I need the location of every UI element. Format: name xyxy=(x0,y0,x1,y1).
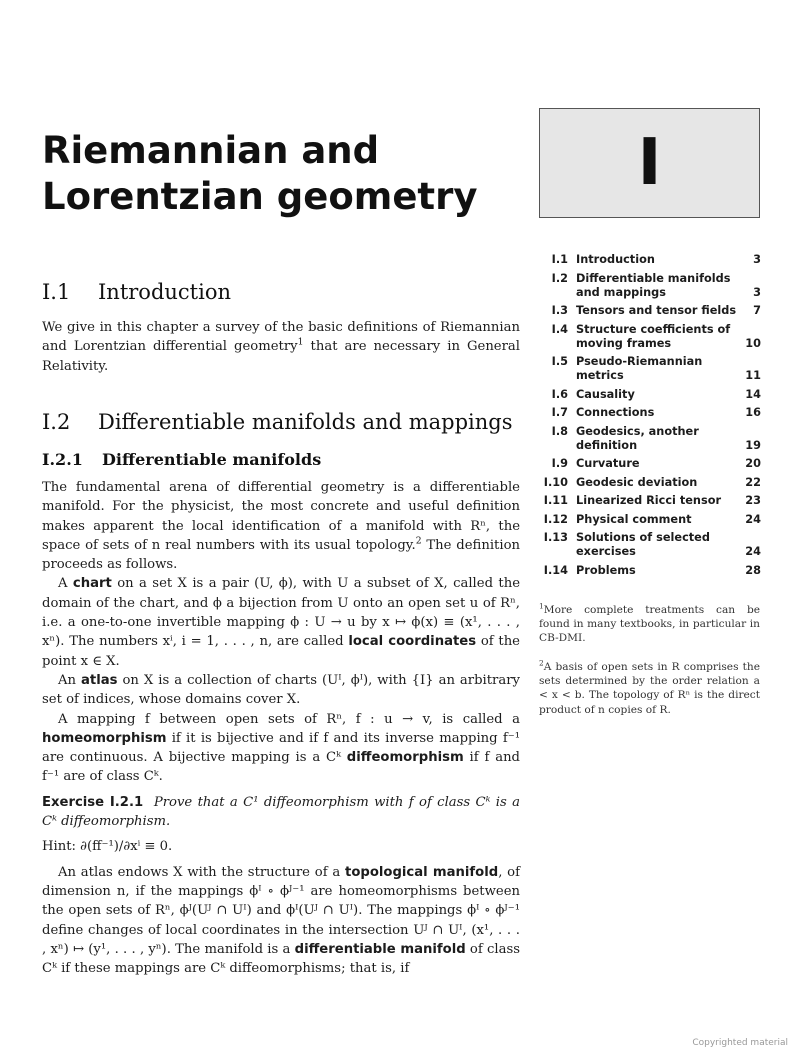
toc-title: Introduction xyxy=(576,253,655,266)
text: on X is a collection of charts (Uᴵ, ϕᴵ), with {I} an arbitrary set of indices, whose domains cover X. xyxy=(42,672,520,708)
footnote-ref[interactable]: 1 xyxy=(297,336,304,348)
toc-page: 3 xyxy=(753,285,761,299)
text: A xyxy=(58,576,73,592)
toc-title: Structure coefficients of moving frames xyxy=(576,322,731,350)
toc-page: 19 xyxy=(745,438,761,452)
toc-num: I.8 xyxy=(551,424,568,438)
paragraph xyxy=(42,478,520,574)
toc-entry[interactable] xyxy=(539,355,761,383)
toc-num: I.9 xyxy=(551,457,568,470)
toc-entry[interactable] xyxy=(539,476,761,490)
term-differentiable-manifold: differentiable manifold xyxy=(294,941,466,957)
chapter-number: I xyxy=(637,126,662,200)
term-topological-manifold: topological manifold xyxy=(345,864,499,880)
toc-entry[interactable] xyxy=(539,406,761,420)
copyright-watermark: Copyrighted material xyxy=(692,1038,788,1048)
toc-num: I.12 xyxy=(543,512,568,526)
toc-page: 10 xyxy=(745,336,761,350)
term-homeomorphism: homeomorphism xyxy=(42,730,167,746)
toc-entry[interactable] xyxy=(539,388,761,402)
toc-title: Problems xyxy=(576,563,636,577)
intro-text-end: that are necessary in General Relativity. xyxy=(42,339,520,374)
toc-title: Curvature xyxy=(576,457,640,470)
toc-page: 3 xyxy=(753,253,761,266)
toc-title: Geodesic deviation xyxy=(576,475,698,489)
exercise-label: Exercise I.2.1 xyxy=(42,794,144,810)
section-heading-introduction xyxy=(42,280,231,304)
text: , of dimension n, if the mappings ϕᴵ ∘ ϕᴶ⁻¹ are homeomorphisms between the open sets of Rⁿ, ϕᴶ(Uᴶ ∩ Uᴵ) and ϕᴵ(Uᴶ ∩ Uᴵ). The mappings ϕᴵ ∘ ϕᴶ⁻¹ define changes of local coordinates in the intersection Uᴶ ∩ Uᴵ, (x¹, . . . , xⁿ) ↦ (y¹, . . . , yⁿ). The manifold is a xyxy=(42,864,520,957)
text: The definition proceeds as follows. xyxy=(42,537,520,573)
toc-page: 16 xyxy=(745,406,761,419)
hint: Hint: ∂(ff⁻¹)/∂xⁱ ≡ 0. xyxy=(42,839,173,855)
body-text xyxy=(42,478,520,978)
paragraph xyxy=(42,574,520,670)
footnote-mark: 2 xyxy=(539,658,544,668)
paragraph xyxy=(42,710,520,787)
toc-title: Geodesics, another definition xyxy=(576,424,699,452)
intro-text: We give in this chapter a survey of the basic definitions of Riemannian and Lorentzian differential geometry xyxy=(42,320,520,355)
text: An xyxy=(58,672,82,688)
toc-title: Causality xyxy=(576,387,635,401)
toc-page: 11 xyxy=(745,369,761,382)
subsection-title: Differentiable manifolds xyxy=(102,450,322,469)
toc-page: 28 xyxy=(745,563,761,577)
toc-title: Solutions of selected exercises xyxy=(576,531,710,558)
toc-page: 14 xyxy=(745,387,761,401)
toc-page: 20 xyxy=(745,457,761,470)
text: on a set X is a pair (U, ϕ), with U a subset of X, called the domain of the chart, and ϕ a bijection from U onto an open set u of Rⁿ, i.e. a one-to-one invertible mapping ϕ : U → u by x ↦ ϕ(x) ≡ (x¹, . . . , xⁿ). The numbers xⁱ, i = 1, . . . , n, are called xyxy=(42,576,520,650)
toc-title: Connections xyxy=(576,406,655,419)
toc-title: Tensors and tensor fields xyxy=(576,304,737,317)
text: if f and f⁻¹ are of class Cᵏ. xyxy=(42,750,520,785)
chapter-contents xyxy=(539,253,761,582)
toc-num: I.3 xyxy=(551,304,568,317)
section-number: I.2 xyxy=(42,410,71,434)
text: A mapping f between open sets of Rⁿ, f : u → v, is called a xyxy=(58,711,520,727)
toc-num: I.6 xyxy=(551,387,568,401)
toc-page: 7 xyxy=(753,304,761,317)
term-local-coordinates: local coordinates xyxy=(348,634,477,650)
toc-entry[interactable] xyxy=(539,425,761,453)
toc-num: I.11 xyxy=(543,494,568,507)
toc-page: 24 xyxy=(745,545,761,558)
exercise-text: Prove that a C¹ diffeomorphism with f of class Cᵏ is a Cᵏ diffeomorphism. xyxy=(42,794,520,830)
toc-page: 22 xyxy=(745,475,761,489)
toc-title: Differentiable manifolds and mappings xyxy=(576,271,731,299)
toc-entry[interactable] xyxy=(539,531,761,559)
term-chart: chart xyxy=(72,576,112,592)
chapter-number-box xyxy=(539,108,760,218)
toc-entry[interactable] xyxy=(539,513,761,527)
toc-entry[interactable] xyxy=(539,253,761,267)
chapter-title: Riemannian and Lorentzian geometry xyxy=(42,129,478,218)
toc-num: I.2 xyxy=(551,271,568,285)
toc-num: I.10 xyxy=(543,475,568,489)
term-atlas: atlas xyxy=(81,672,118,688)
footnote-ref[interactable]: 2 xyxy=(415,535,422,547)
toc-entry[interactable] xyxy=(539,272,761,300)
toc-title: Linearized Ricci tensor xyxy=(576,494,722,507)
section-heading-manifolds xyxy=(42,410,512,434)
toc-num: I.14 xyxy=(543,563,568,577)
term-diffeomorphism: diffeomorphism xyxy=(346,750,464,766)
toc-entry[interactable] xyxy=(539,323,761,351)
footnote-2 xyxy=(539,660,760,717)
section-title: Introduction xyxy=(98,280,231,304)
subsection-heading xyxy=(42,450,321,469)
text: if it is bijective and if f and its inverse mapping f⁻¹ are continuous. A bijective mapping is a Cᵏ xyxy=(42,730,520,766)
toc-page: 24 xyxy=(745,512,761,526)
footnote-text: A basis of open sets in R comprises the sets determined by the order relation a < x < b. The topology of Rⁿ is the direct product of n copies of R. xyxy=(539,661,760,716)
text: The fundamental arena of differential geometry is a differentiable manifold. For the physicist, the most concrete and useful definition makes apparent the local identification of a manifold with Rⁿ, the space of sets of n real numbers with its usual topology. xyxy=(42,480,520,553)
text: of class Cᵏ if these mappings are Cᵏ diffeomorphisms; that is, if xyxy=(42,941,520,977)
footnote-1 xyxy=(539,603,760,646)
text: An atlas endows X with the structure of a xyxy=(58,864,346,880)
toc-num: I.7 xyxy=(551,406,568,419)
toc-num: I.13 xyxy=(543,531,568,544)
toc-title: Physical comment xyxy=(576,512,692,526)
toc-entry[interactable] xyxy=(539,304,761,318)
toc-num: I.4 xyxy=(551,322,568,336)
text: of the point x ∈ X. xyxy=(42,634,520,669)
footnote-text: More complete treatments can be found in many textbooks, in particular in CB-DMI. xyxy=(539,604,760,645)
toc-title: Pseudo-Riemannian metrics xyxy=(576,355,703,382)
toc-page: 23 xyxy=(745,494,761,507)
toc-entry[interactable] xyxy=(539,494,761,508)
paragraph xyxy=(42,863,520,979)
footnote-mark: 1 xyxy=(539,601,544,611)
subsection-number: I.2.1 xyxy=(42,450,83,469)
section-number: I.1 xyxy=(42,280,71,304)
toc-num: I.5 xyxy=(551,355,568,368)
toc-num: I.1 xyxy=(551,253,568,266)
paragraph xyxy=(42,671,520,710)
toc-entry[interactable] xyxy=(539,564,761,578)
toc-entry[interactable] xyxy=(539,457,761,471)
exercise xyxy=(42,793,520,832)
section-title: Differentiable manifolds and mappings xyxy=(98,410,513,434)
intro-paragraph xyxy=(42,318,520,376)
